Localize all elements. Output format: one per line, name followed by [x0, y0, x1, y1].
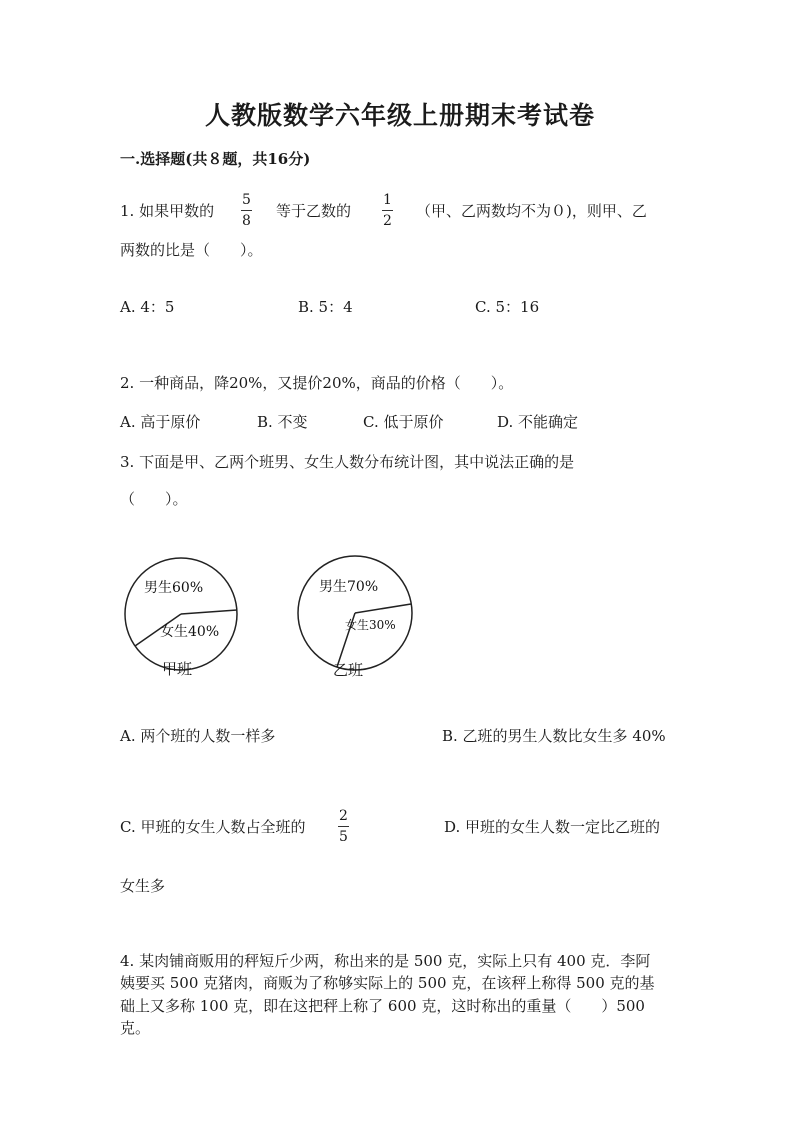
- q3-option-d[interactable]: D. 甲班的女生人数一定比乙班的: [444, 818, 661, 836]
- fraction-bar: [338, 826, 349, 827]
- q4-line1: 4. 某肉铺商贩用的秤短斤少两，称出来的是 500 克，实际上只有 400 克．李阿: [120, 952, 651, 970]
- fraction-bar: [382, 210, 393, 211]
- q1-frac2-numerator: 1: [383, 192, 392, 208]
- q1-fraction-1: [241, 192, 252, 229]
- q3-frac-denominator: 5: [339, 829, 348, 845]
- fraction-bar: [241, 210, 252, 211]
- q1-option-a[interactable]: A. 4：5: [120, 298, 175, 316]
- q1-suffix: （甲、乙两数均不为０)，则甲、乙: [416, 202, 647, 220]
- pie-b-boy-label: 男生70%: [319, 579, 379, 595]
- q3-option-a[interactable]: A. 两个班的人数一样多: [120, 727, 276, 745]
- q3-option-c-fraction: [338, 808, 349, 845]
- section-heading: 一.选择题(共８题，共16分): [120, 150, 311, 168]
- q4-line3: 础上又多称 100 克，即在这把秤上称了 600 克，这时称出的重量（ ）500: [120, 997, 645, 1015]
- pie-a-divider-1: [181, 610, 237, 614]
- q1-frac2-denominator: 2: [383, 213, 392, 229]
- q1-prefix: 1. 如果甲数的: [120, 202, 215, 220]
- q2-text: 2. 一种商品，降20%，又提价20%，商品的价格（ ）。: [120, 374, 514, 392]
- q1-frac1-numerator: 5: [242, 192, 251, 208]
- pie-b-caption: 乙班: [333, 661, 364, 679]
- page-title: 人教版数学六年级上册期末考试卷: [204, 101, 595, 130]
- q3-option-c[interactable]: C. 甲班的女生人数占全班的: [120, 818, 306, 836]
- pie-b-divider-1: [355, 604, 411, 613]
- q3-option-d-continued: 女生多: [120, 877, 166, 895]
- pie-a-boy-label: 男生60%: [144, 580, 204, 596]
- q2-option-d[interactable]: D. 不能确定: [497, 413, 579, 431]
- q1-frac1-denominator: 8: [242, 213, 251, 229]
- q3-line2: （ ）。: [120, 490, 188, 508]
- q1-option-b[interactable]: B. 5：4: [298, 298, 353, 316]
- q2-option-c[interactable]: C. 低于原价: [363, 413, 444, 431]
- q4-line4: 克。: [120, 1019, 151, 1037]
- q1-middle: 等于乙数的: [276, 202, 352, 220]
- pie-a-caption: 甲班: [162, 660, 193, 678]
- q3-line1: 3. 下面是甲、乙两个班男、女生人数分布统计图，其中说法正确的是: [120, 453, 575, 471]
- q3-option-b[interactable]: B. 乙班的男生人数比女生多 40%: [442, 727, 666, 745]
- q1-fraction-2: [382, 192, 393, 229]
- pie-b-girl-label: 女生30%: [345, 618, 396, 632]
- pie-a-girl-label: 女生40%: [160, 624, 220, 640]
- q4-line2: 姨要买 500 克猪肉，商贩为了称够实际上的 500 克，在该秤上称得 500 克的基: [120, 974, 655, 992]
- q2-option-a[interactable]: A. 高于原价: [120, 413, 201, 431]
- q1-option-c[interactable]: C. 5：16: [475, 298, 540, 316]
- q2-option-b[interactable]: B. 不变: [257, 413, 308, 431]
- q1-line2: 两数的比是（ ）。: [120, 241, 263, 259]
- q3-frac-numerator: 2: [339, 808, 348, 824]
